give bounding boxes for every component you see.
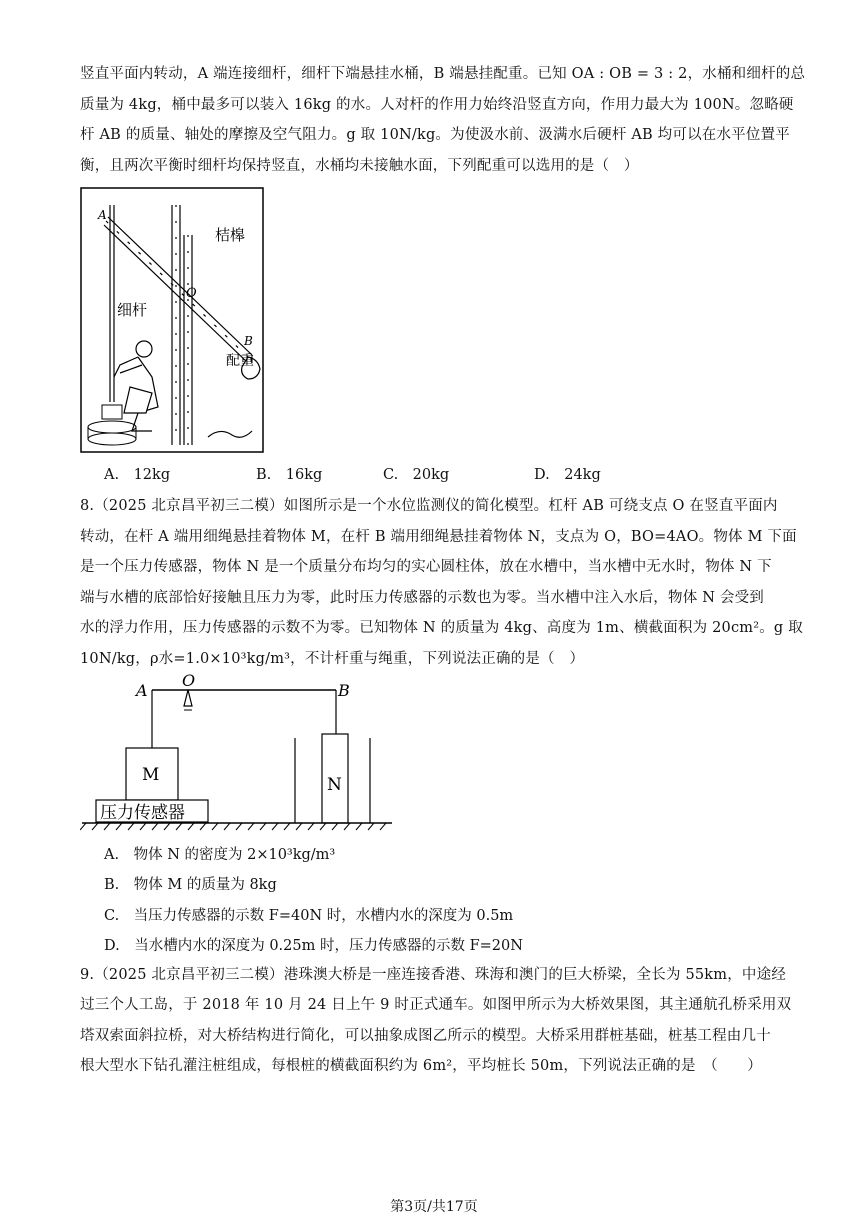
q7-stem-line: 质量为 4kg，桶中最多可以装入 16kg 的水。人对杆的作用力始终沿竖直方向，作用力最大为 100N。忽略硬 <box>80 97 794 113</box>
q7-option-d: D. 24kg <box>534 467 601 483</box>
point-b-label: B <box>338 681 350 700</box>
q7-stem-line: 竖直平面内转动，A 端连接细杆，细杆下端悬挂水桶，B 端悬挂配重。已知 OA : OB = 3 : 2，水桶和细杆的总 <box>80 66 806 82</box>
q7-option-c: C. 20kg <box>383 467 450 483</box>
point-a-label: A <box>98 208 107 222</box>
point-a-label: A <box>136 681 148 700</box>
q8-stem-line: 是一个压力传感器，物体 N 是一个质量分布均匀的实心圆柱体，放在水槽中，当水槽中无水时，物体 N 下 <box>80 559 772 575</box>
q8-stem-line: 转动，在杆 A 端用细绳悬挂着物体 M，在杆 B 端用细绳悬挂着物体 N，支点为 O，BO=4AO。物体 M 下面 <box>80 529 797 545</box>
q7-stem-line: 衡，且两次平衡时细杆均保持竖直，水桶均未接触水面，下列配重可以选用的是（ ） <box>80 158 639 174</box>
lever-diagram <box>80 672 400 836</box>
q8-stem-line: 水的浮力作用，压力传感器的示数不为零。已知物体 N 的质量为 4kg、高度为 1m、横截面积为 20cm²。g 取 <box>80 620 803 636</box>
q9-stem-line: 塔双索面斜拉桥，对大桥结构进行简化，可以抽象成图乙所示的模型。大桥采用群桩基础，桩基工程由几十 <box>80 1028 771 1044</box>
page-footer: 第3页/共17页 <box>390 1199 478 1215</box>
q9-stem-line: 9.（2025 北京昌平初三二模）港珠澳大桥是一座连接香港、珠海和澳门的巨大桥梁，全长为 55km，中途经 <box>80 967 787 983</box>
q8-stem-line: 10N/kg，ρ水=1.0×10³kg/m³，不计杆重与绳重，下列说法正确的是（ ） <box>80 651 585 667</box>
q7-option-a: A. 12kg <box>104 467 171 483</box>
q8-stem-line: 8.（2025 北京昌平初三二模）如图所示是一个水位监测仪的简化模型。杠杆 AB 可绕支点 O 在竖直平面内 <box>80 498 778 514</box>
q9-stem-line: 根大型水下钻孔灌注桩组成，每根桩的横截面积约为 6m²，平均桩长 50m，下列说法正确的是 （ ） <box>80 1058 762 1074</box>
rod-label: 细杆 <box>117 301 148 319</box>
sensor-label: 压力传感器 <box>100 803 185 823</box>
weight-label: 配重 <box>226 353 254 369</box>
q8-option-a: A. 物体 N 的密度为 2×10³kg/m³ <box>104 847 336 863</box>
shadoof-illustration <box>80 187 264 457</box>
q7-option-b: B. 16kg <box>256 467 323 483</box>
figure-title-label: 桔槔 <box>215 226 246 244</box>
q8-option-c: C. 当压力传感器的示数 F=40N 时，水槽内水的深度为 0.5m <box>104 908 514 924</box>
point-o-label: O <box>186 286 197 301</box>
q8-stem-line: 端与水槽的底部恰好接触且压力为零，此时压力传感器的示数也为零。当水槽中注入水后，物体 N 会受到 <box>80 590 765 606</box>
q7-stem-line: 杆 AB 的质量、轴处的摩擦及空气阻力。g 取 10N/kg。为使汲水前、汲满水后硬杆 AB 均可以在水平位置平 <box>80 127 790 143</box>
cylinder-n-label: N <box>327 775 342 795</box>
point-b-label: B <box>244 334 253 348</box>
q8-option-b: B. 物体 M 的质量为 8kg <box>104 877 277 893</box>
point-o-label: O <box>182 672 196 690</box>
q8-option-d: D. 当水槽内水的深度为 0.25m 时，压力传感器的示数 F=20N <box>104 938 523 954</box>
q9-stem-line: 过三个人工岛，于 2018 年 10 月 24 日上午 9 时正式通车。如图甲所示为大桥效果图，其主通航孔桥采用双 <box>80 997 792 1013</box>
block-m-label: M <box>142 765 160 785</box>
